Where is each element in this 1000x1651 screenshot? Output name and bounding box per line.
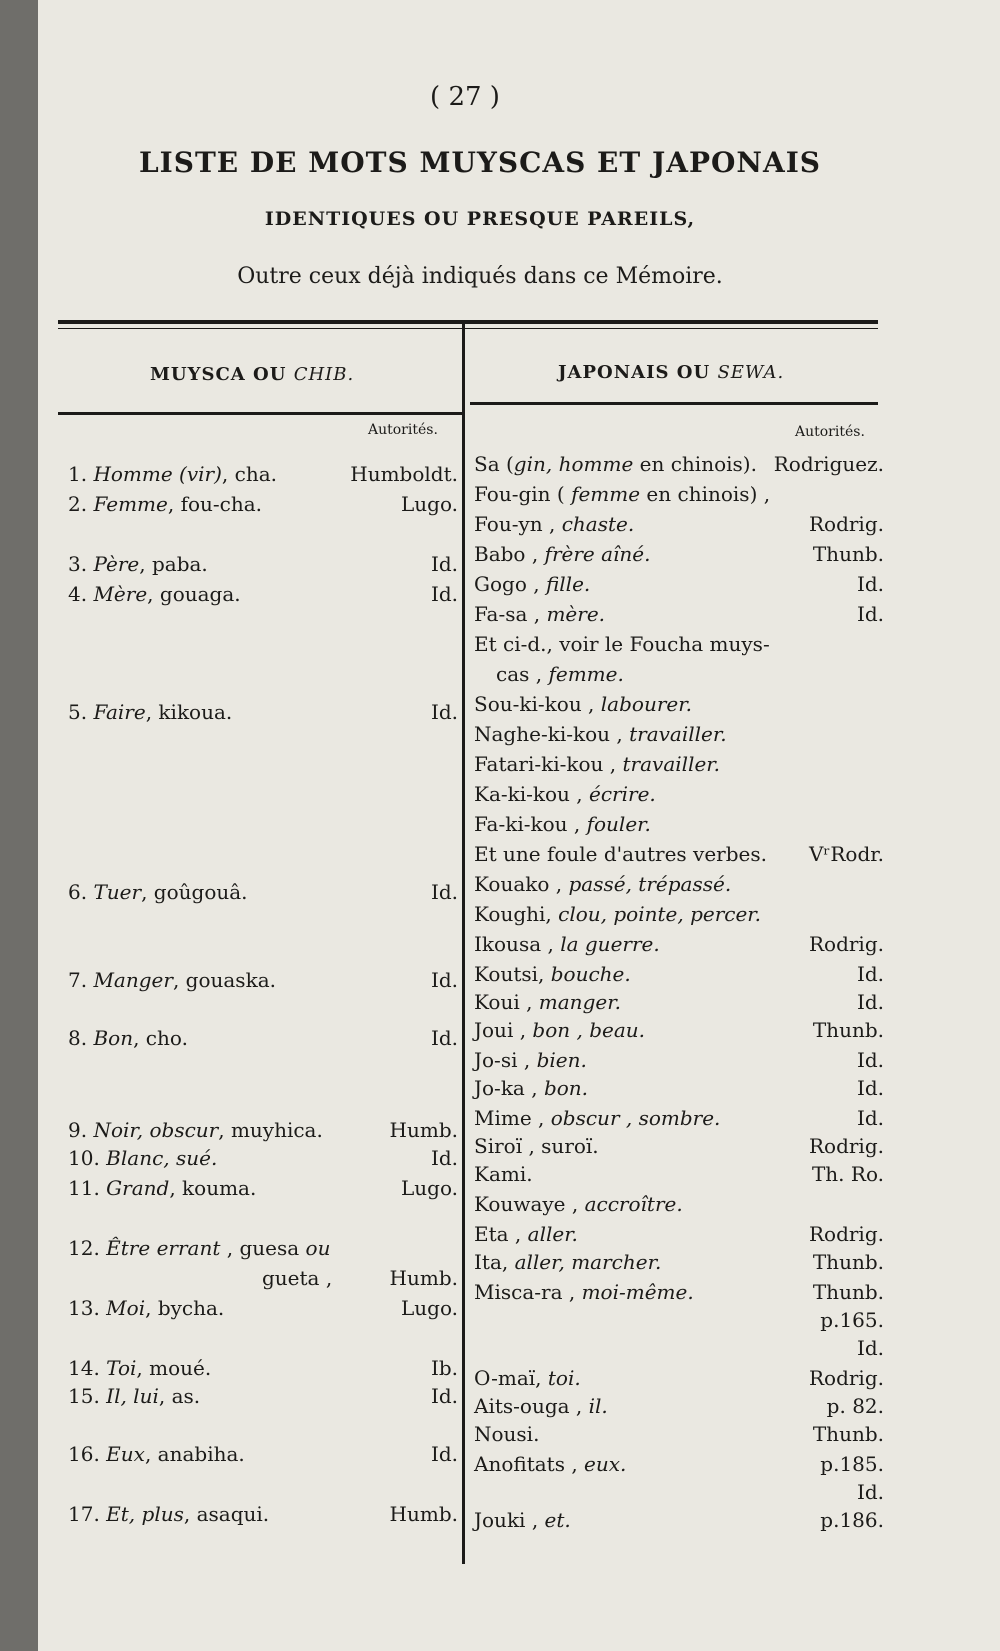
japonais-entry xyxy=(474,1250,661,1274)
japonais-entry xyxy=(474,1452,626,1476)
japonais-entry xyxy=(474,872,731,896)
japonais-word: Sa ( xyxy=(474,452,514,476)
japonais-word: cas , xyxy=(496,662,549,686)
muysca-word: kikoua. xyxy=(158,700,233,724)
gloss-french: frère aîné. xyxy=(544,542,651,566)
muysca-entry xyxy=(68,1384,200,1408)
right-header-text: JAPONAIS OU xyxy=(558,362,718,383)
japonais-entry xyxy=(474,722,727,746)
authority: Id. xyxy=(856,990,884,1014)
authority: Rodrig. xyxy=(808,1134,884,1158)
japonais-word: Fa-sa , xyxy=(474,602,547,626)
left-header-text: MUYSCA OU xyxy=(150,364,294,385)
left-header-rule xyxy=(58,412,462,415)
gloss-french: Manger xyxy=(93,968,173,992)
authority: Lugo. xyxy=(400,1176,458,1200)
entry-number: 3. xyxy=(68,552,88,576)
column-divider xyxy=(462,324,465,1564)
muysca-word: kouma. xyxy=(182,1176,257,1200)
gloss-french: Bon xyxy=(93,1026,134,1050)
japonais-entry xyxy=(474,1508,571,1532)
authority: Rodrig. xyxy=(808,1366,884,1390)
japonais-entry xyxy=(474,752,720,776)
japonais-entry xyxy=(474,962,631,986)
gloss-french: aller. xyxy=(527,1222,578,1246)
entry-number: 17. xyxy=(68,1502,100,1526)
authority: Thunb. xyxy=(812,1280,884,1304)
gloss-french: Il, lui xyxy=(106,1384,159,1408)
gloss-french: Père xyxy=(93,552,140,576)
japonais-word: Joui , xyxy=(474,1018,533,1042)
japonais-entry xyxy=(474,842,767,866)
muysca-entry xyxy=(68,1356,211,1380)
japonais-entry xyxy=(474,1394,608,1418)
muysca-word: bycha. xyxy=(157,1296,225,1320)
entry-number: 15. xyxy=(68,1384,100,1408)
page-subtitle: IDENTIQUES OU PRESQUE PAREILS, xyxy=(264,208,696,230)
gloss-french: toi. xyxy=(547,1366,581,1390)
japonais-entry xyxy=(474,1162,533,1186)
left-header-italic: CHIB. xyxy=(293,364,355,385)
japonais-word: Fou-yn , xyxy=(474,512,562,536)
gloss-latin: (vir) xyxy=(172,462,222,486)
muysca-entry xyxy=(68,1026,188,1050)
japonais-word: Gogo , xyxy=(474,572,546,596)
entry-number: 13. xyxy=(68,1296,100,1320)
gloss-french: chaste. xyxy=(561,512,635,536)
japonais-entry xyxy=(474,482,770,506)
japonais-word: Kouwaye , xyxy=(474,1192,585,1216)
japonais-entry xyxy=(474,1106,720,1130)
separator: , xyxy=(133,1026,146,1050)
authorities-label-right: Autorités. xyxy=(795,424,865,440)
gloss-french: Homme xyxy=(93,462,173,486)
japonais-entry xyxy=(474,572,590,596)
authority: Lugo. xyxy=(400,1296,458,1320)
gloss-french: bon , beau. xyxy=(532,1018,646,1042)
authority: Id. xyxy=(430,968,458,992)
japonais-word: Et ci-d., voir le Foucha muys- xyxy=(474,632,770,656)
separator: , xyxy=(183,1502,197,1526)
authority: Id. xyxy=(856,1336,884,1360)
gloss-french: fouler. xyxy=(586,812,651,836)
separator: , xyxy=(141,880,154,904)
separator: , xyxy=(144,1442,158,1466)
gloss-french: bien. xyxy=(536,1048,587,1072)
gloss-rest: en chinois). xyxy=(633,452,757,476)
top-rule-thick xyxy=(58,320,878,324)
gloss-french: Être errant xyxy=(106,1236,221,1260)
muysca-entry xyxy=(262,1266,332,1290)
japonais-word: Et une foule d'autres verbes. xyxy=(474,842,767,866)
gloss-french: Femme xyxy=(93,492,168,516)
muysca-entry xyxy=(68,462,277,486)
gloss-french: eux. xyxy=(584,1452,627,1476)
separator: , xyxy=(220,1236,240,1260)
japonais-entry xyxy=(474,542,651,566)
gloss-french: moi-même. xyxy=(581,1280,694,1304)
gloss-french: travailler. xyxy=(629,722,727,746)
separator: , xyxy=(136,1356,150,1380)
japonais-word: Fou-gin ( xyxy=(474,482,572,506)
japonais-word: Ka-ki-kou , xyxy=(474,782,590,806)
left-column-header xyxy=(150,364,354,385)
authority: p.165. xyxy=(820,1308,884,1332)
authority: p.185. xyxy=(820,1452,884,1476)
muysca-entry xyxy=(68,880,248,904)
entry-number: 6. xyxy=(68,880,88,904)
gloss-french: aller, marcher. xyxy=(514,1250,662,1274)
japonais-entry xyxy=(474,692,692,716)
muysca-entry xyxy=(68,700,232,724)
japonais-word: Fatari-ki-kou , xyxy=(474,752,623,776)
gloss-french: Moi xyxy=(106,1296,146,1320)
japonais-word: Jouki , xyxy=(474,1508,545,1532)
gloss-french: gin, homme xyxy=(513,452,634,476)
separator: , xyxy=(167,492,181,516)
gloss-french: Noir, obscur xyxy=(93,1118,219,1142)
gloss-french: Blanc, sué. xyxy=(106,1146,218,1170)
authority: Rodriguez. xyxy=(773,452,884,476)
japonais-word: Kami. xyxy=(474,1162,533,1186)
authority: Ib. xyxy=(430,1356,458,1380)
authority: Rodrig. xyxy=(808,1222,884,1246)
gloss-french: Tuer xyxy=(93,880,142,904)
gloss-french: labourer. xyxy=(600,692,692,716)
japonais-word: Naghe-ki-kou , xyxy=(474,722,630,746)
japonais-word: O-maï, xyxy=(474,1366,548,1390)
gloss-french: bon. xyxy=(543,1076,589,1100)
gloss-french: obscur , sombre. xyxy=(550,1106,721,1130)
japonais-entry xyxy=(474,512,634,536)
japonais-entry xyxy=(496,662,624,686)
entry-number: 1. xyxy=(68,462,88,486)
authorities-label-left: Autorités. xyxy=(368,422,438,438)
authority: Id. xyxy=(430,552,458,576)
gloss-french: travailler. xyxy=(622,752,721,776)
authority: p. 82. xyxy=(826,1394,884,1418)
authority: Id. xyxy=(430,1384,458,1408)
gloss-french: femme. xyxy=(548,662,624,686)
book-gutter xyxy=(0,0,38,1651)
authority: Id. xyxy=(856,1480,884,1504)
gloss-french: Faire xyxy=(93,700,146,724)
entry-number: 10. xyxy=(68,1146,100,1170)
authority: Id. xyxy=(430,1146,458,1170)
authority: Id. xyxy=(856,1048,884,1072)
authority: Id. xyxy=(430,880,458,904)
japonais-word: Koughi, xyxy=(474,902,559,926)
muysca-word: asaqui. xyxy=(196,1502,270,1526)
right-header-rule xyxy=(470,402,878,405)
muysca-word: gouaska. xyxy=(185,968,276,992)
muysca-word: cha. xyxy=(234,462,278,486)
authority: Id. xyxy=(856,602,884,626)
right-header-italic: SEWA. xyxy=(717,362,785,383)
gloss-french: femme xyxy=(571,482,641,506)
japonais-entry xyxy=(474,782,656,806)
japonais-word: Ita, xyxy=(474,1250,515,1274)
japonais-entry xyxy=(474,932,660,956)
right-column-header xyxy=(558,362,784,383)
entry-number: 12. xyxy=(68,1236,100,1260)
authority: Humb. xyxy=(389,1502,458,1526)
japonais-word: Kouako , xyxy=(474,872,569,896)
japonais-entry xyxy=(474,990,621,1014)
japonais-word: Babo , xyxy=(474,542,545,566)
authority: Id. xyxy=(856,1106,884,1130)
muysca-entry xyxy=(68,492,262,516)
gloss-french: accroître. xyxy=(584,1192,683,1216)
gloss-french: il. xyxy=(588,1394,608,1418)
page-number: ( 27 ) xyxy=(430,82,500,112)
gloss-french: la guerre. xyxy=(560,932,660,956)
muysca-word: anabiha. xyxy=(157,1442,245,1466)
authority: p.186. xyxy=(820,1508,884,1532)
japonais-word: Misca-ra , xyxy=(474,1280,582,1304)
authority: Id. xyxy=(430,1026,458,1050)
separator: , xyxy=(139,552,152,576)
japonais-entry xyxy=(474,1076,588,1100)
gloss-french: Et, plus xyxy=(106,1502,184,1526)
authority: Thunb. xyxy=(812,1422,884,1446)
muysca-entry xyxy=(68,552,208,576)
separator: , xyxy=(158,1384,172,1408)
entry-number: 7. xyxy=(68,968,88,992)
authority: Id. xyxy=(856,962,884,986)
japonais-entry xyxy=(474,1018,645,1042)
japonais-entry xyxy=(474,1192,683,1216)
authority: Rodrig. xyxy=(808,512,884,536)
authority: Id. xyxy=(856,1076,884,1100)
entry-number: 9. xyxy=(68,1118,88,1142)
muysca-word: gouaga. xyxy=(159,582,241,606)
authority: Humb. xyxy=(389,1118,458,1142)
gloss-french: passé, trépassé. xyxy=(568,872,732,896)
muysca-word: as. xyxy=(171,1384,201,1408)
separator: , xyxy=(147,582,160,606)
japonais-entry xyxy=(474,1048,587,1072)
entry-number: 8. xyxy=(68,1026,88,1050)
muysca-entry xyxy=(68,1236,330,1260)
authority: Id. xyxy=(856,572,884,596)
muysca-entry xyxy=(68,1502,269,1526)
top-rule-thin xyxy=(58,328,878,329)
authority: Humboldt. xyxy=(350,462,458,486)
muysca-entry xyxy=(68,968,276,992)
muysca-entry xyxy=(68,1146,217,1170)
gloss-french: écrire. xyxy=(589,782,656,806)
gloss-french: et. xyxy=(544,1508,571,1532)
conjunction: ou xyxy=(299,1236,331,1260)
authority: Id. xyxy=(430,1442,458,1466)
japonais-entry xyxy=(474,452,757,476)
japonais-entry xyxy=(474,632,770,656)
separator: , xyxy=(218,1118,231,1142)
japonais-word: Fa-ki-kou , xyxy=(474,812,587,836)
gloss-french: Toi xyxy=(106,1356,137,1380)
authority: Thunb. xyxy=(812,1018,884,1042)
gloss-french: Grand xyxy=(106,1176,170,1200)
japonais-word: Aits-ouga , xyxy=(474,1394,589,1418)
authority: Humb. xyxy=(389,1266,458,1290)
japonais-word: Sou-ki-kou , xyxy=(474,692,601,716)
muysca-entry xyxy=(68,1118,323,1142)
japonais-word: Koui , xyxy=(474,990,539,1014)
japonais-entry xyxy=(474,1280,694,1304)
authority: Lugo. xyxy=(400,492,458,516)
muysca-word: muyhica. xyxy=(230,1118,323,1142)
gloss-french: Eux xyxy=(106,1442,145,1466)
gloss-french: bouche. xyxy=(550,962,631,986)
separator: , xyxy=(221,462,235,486)
muysca-word: cho. xyxy=(145,1026,188,1050)
muysca-entry xyxy=(68,1296,224,1320)
gloss-rest: en chinois) , xyxy=(640,482,771,506)
entry-number: 4. xyxy=(68,582,88,606)
japonais-entry xyxy=(474,1366,581,1390)
muysca-word: guesa xyxy=(239,1236,300,1260)
entry-number: 14. xyxy=(68,1356,100,1380)
japonais-word: Anofitats , xyxy=(474,1452,585,1476)
gloss-french: mère. xyxy=(546,602,606,626)
authority: Thunb. xyxy=(812,542,884,566)
entry-number: 11. xyxy=(68,1176,100,1200)
muysca-word: goûgouâ. xyxy=(153,880,248,904)
gloss-french: fille. xyxy=(545,572,591,596)
muysca-entry xyxy=(68,1176,256,1200)
separator: , xyxy=(145,700,159,724)
gloss-french: clou, pointe, percer. xyxy=(558,902,762,926)
authority: Th. Ro. xyxy=(811,1162,884,1186)
authority: Thunb. xyxy=(812,1250,884,1274)
japonais-word: Nousi. xyxy=(474,1422,540,1446)
separator: , xyxy=(169,1176,183,1200)
japonais-word: Koutsi, xyxy=(474,962,551,986)
japonais-word: Jo-ka , xyxy=(474,1076,544,1100)
muysca-word: moué. xyxy=(149,1356,212,1380)
entry-number: 5. xyxy=(68,700,88,724)
muysca-entry xyxy=(68,582,241,606)
authority: Id. xyxy=(430,700,458,724)
japonais-entry xyxy=(474,602,605,626)
muysca-entry xyxy=(68,1442,245,1466)
japonais-word: Mime , xyxy=(474,1106,551,1130)
japonais-entry xyxy=(474,1422,539,1446)
page-title: LISTE DE MOTS MUYSCAS ET JAPONAIS xyxy=(138,146,822,179)
japonais-entry xyxy=(474,1134,599,1158)
japonais-word: Jo-si , xyxy=(474,1048,537,1072)
authority: VʳRodr. xyxy=(808,842,884,866)
authority: Id. xyxy=(430,582,458,606)
authority: Rodrig. xyxy=(808,932,884,956)
entry-number: 2. xyxy=(68,492,88,516)
gloss-french: manger. xyxy=(538,990,621,1014)
gloss-french: Mère xyxy=(93,582,148,606)
muysca-word: gueta , xyxy=(262,1266,333,1290)
japonais-word: Eta , xyxy=(474,1222,528,1246)
muysca-word: fou-cha. xyxy=(180,492,263,516)
japonais-word: Ikousa , xyxy=(474,932,561,956)
entry-number: 16. xyxy=(68,1442,100,1466)
japonais-entry xyxy=(474,902,761,926)
japonais-entry xyxy=(474,1222,578,1246)
japonais-word: Siroï , suroï. xyxy=(474,1134,599,1158)
muysca-word: paba. xyxy=(151,552,208,576)
japonais-entry xyxy=(474,812,651,836)
separator: , xyxy=(145,1296,158,1320)
intro-line: Outre ceux déjà indiqués dans ce Mémoire. xyxy=(237,264,723,289)
separator: , xyxy=(172,968,186,992)
